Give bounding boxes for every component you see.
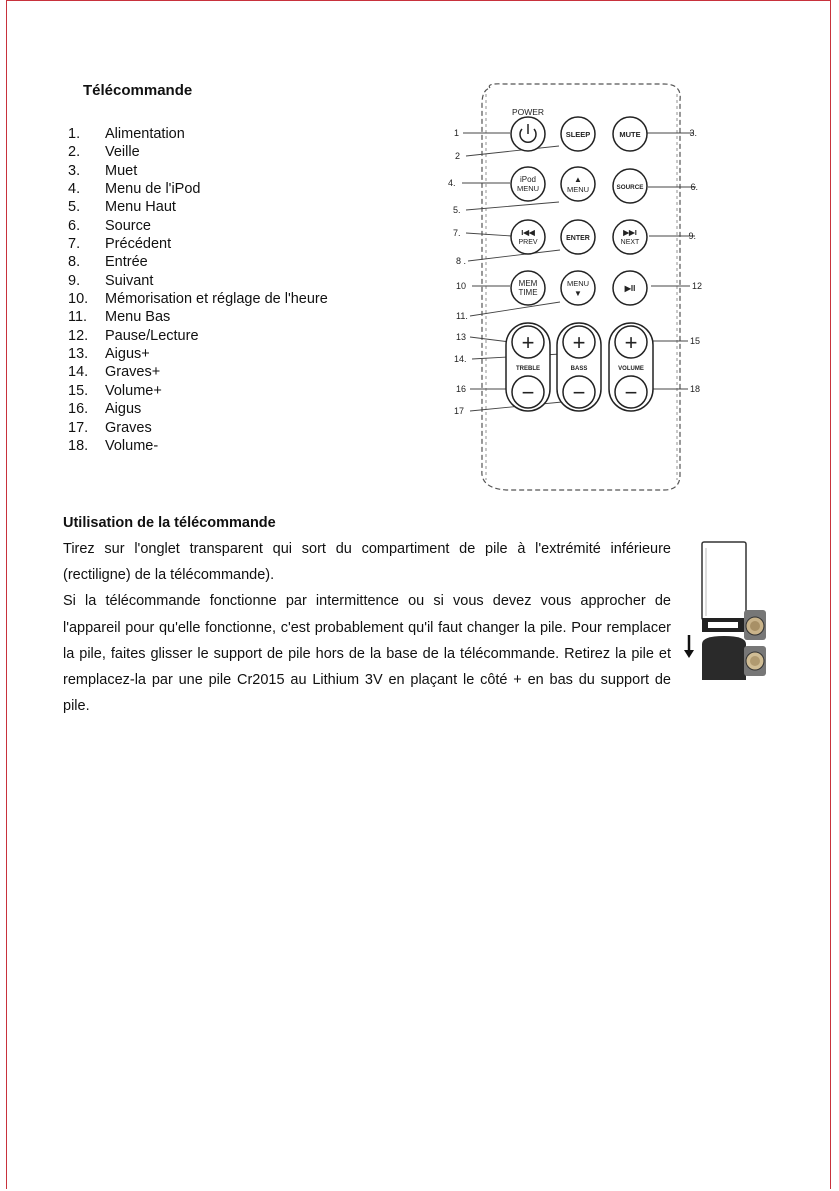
prev-button[interactable] (511, 220, 545, 254)
mute-button[interactable] (613, 117, 647, 151)
svg-text:VOLUME: VOLUME (618, 366, 644, 372)
legend-item: 4. Menu de l'iPod (68, 181, 201, 198)
legend-item: 6. Source (68, 217, 151, 234)
legend-item: 11. Menu Bas (68, 309, 171, 326)
svg-text:+: + (624, 330, 638, 355)
legend-item: 14. Graves+ (68, 364, 161, 381)
legend-item: 10. Mémorisation et réglage de l'heure (68, 291, 328, 308)
legend-item: 17. Graves (68, 419, 152, 436)
legend-item: 5. Menu Haut (68, 199, 176, 216)
remote-body-illustration (702, 542, 746, 620)
callout-5: 5. (453, 205, 461, 215)
next-icon: ▶▶I (623, 228, 637, 237)
remote-control-diagram (446, 80, 703, 495)
ipod-menu-button[interactable] (511, 167, 545, 201)
power-button[interactable] (511, 117, 545, 151)
battery-holder-illustration (702, 636, 746, 680)
callout-15: 15 (690, 336, 701, 346)
svg-text:+: + (572, 330, 586, 355)
callout-14: 14. (454, 354, 467, 364)
legend-item: 16. Aigus (68, 401, 142, 418)
svg-text:MUTE: MUTE (619, 130, 641, 139)
sleep-button[interactable] (561, 117, 595, 151)
svg-text:SLEEP: SLEEP (565, 130, 591, 139)
callout-9: 9. (688, 231, 696, 241)
legend-item: 13. Aigus+ (68, 346, 150, 363)
play-pause-icon: ▶II (624, 284, 636, 293)
svg-text:iPod: iPod (519, 175, 537, 184)
battery-replacement-illustration (684, 540, 768, 680)
callout-18: 18 (690, 384, 701, 394)
menu-up-button[interactable] (561, 167, 595, 201)
legend-item: 3. Muet (68, 162, 138, 179)
callout-10: 10 (456, 281, 467, 291)
callout-12: 12 (692, 281, 703, 291)
svg-text:PREV: PREV (518, 239, 538, 246)
legend-item: 18. Volume- (68, 437, 159, 454)
svg-text:NEXT: NEXT (620, 239, 640, 246)
svg-text:ENTER: ENTER (566, 235, 590, 242)
usage-section-title: Utilisation de la télécommande (63, 515, 276, 531)
svg-text:+: + (521, 330, 535, 355)
power-label: POWER (511, 107, 545, 117)
next-button[interactable] (613, 220, 647, 254)
callout-11: 11. (456, 311, 468, 321)
svg-text:MENU: MENU (566, 185, 590, 194)
coin-battery-icon (744, 610, 766, 640)
callout-16: 16 (456, 384, 467, 394)
usage-paragraph: Si la télécommande fonctionne par intermittence ou si vous devez vous approcher de l'appareil pour qu'elle fonctionne, c'est probablement qu'il faut changer la pile. Pour remplacer la pile, faites glisser le support de pile hors de la base de la télécommande. Retirez la pile et remplacez-la par une pile Cr2015 au Lithium 3V en plaçant le côté + en bas du support de pile. (63, 593, 671, 715)
enter-button[interactable] (561, 220, 595, 254)
volume-rocker (609, 323, 653, 411)
legend-item: 1. Alimentation (68, 126, 185, 142)
mem-time-button[interactable] (511, 271, 545, 305)
play-pause-button[interactable] (613, 271, 647, 305)
callout-8: 8 . (456, 256, 467, 266)
callout-3: 3. (689, 128, 697, 138)
arrow-up-icon: ▲ (574, 175, 582, 184)
svg-text:SOURCE: SOURCE (616, 184, 644, 191)
svg-text:MEM: MEM (518, 279, 538, 288)
arrow-down-icon: ▼ (574, 289, 582, 298)
menu-down-button[interactable] (561, 271, 595, 305)
legend-item: 8. Entrée (68, 254, 148, 271)
remote-section-title: Télécommande (83, 82, 193, 99)
source-button[interactable] (613, 169, 647, 203)
callout-7: 7. (453, 228, 461, 238)
svg-text:MENU: MENU (516, 184, 540, 193)
callout-2: 2 (455, 151, 461, 161)
prev-icon: I◀◀ (521, 228, 535, 237)
svg-text:−: − (624, 380, 638, 405)
legend-item: 12. Pause/Lecture (68, 327, 199, 344)
callout-17: 17 (454, 406, 465, 416)
legend-item: 9. Suivant (68, 272, 154, 289)
usage-paragraph: Tirez sur l'onglet transparent qui sort du compartiment de pile à l'extrémité inférieure (rectiligne) de la télécommande). (63, 541, 671, 584)
bass-rocker (557, 323, 601, 411)
callout-13: 13 (456, 332, 467, 342)
svg-text:−: − (521, 380, 535, 405)
svg-text:TREBLE: TREBLE (516, 366, 540, 372)
usage-instructions (63, 536, 671, 719)
coin-battery-icon (744, 646, 766, 676)
svg-text:TIME: TIME (518, 288, 538, 297)
legend-item: 7. Précédent (68, 236, 172, 253)
svg-text:BASS: BASS (570, 366, 588, 372)
svg-text:MENU: MENU (566, 279, 590, 288)
callout-4: 4. (448, 178, 456, 188)
callout-6: 6. (690, 182, 698, 192)
legend-item: 15. Volume+ (68, 382, 162, 399)
callout-1: 1 (454, 128, 460, 138)
legend-item: 2. Veille (68, 144, 140, 161)
remote-legend (68, 125, 328, 455)
treble-rocker (506, 323, 550, 411)
svg-text:−: − (572, 380, 586, 405)
